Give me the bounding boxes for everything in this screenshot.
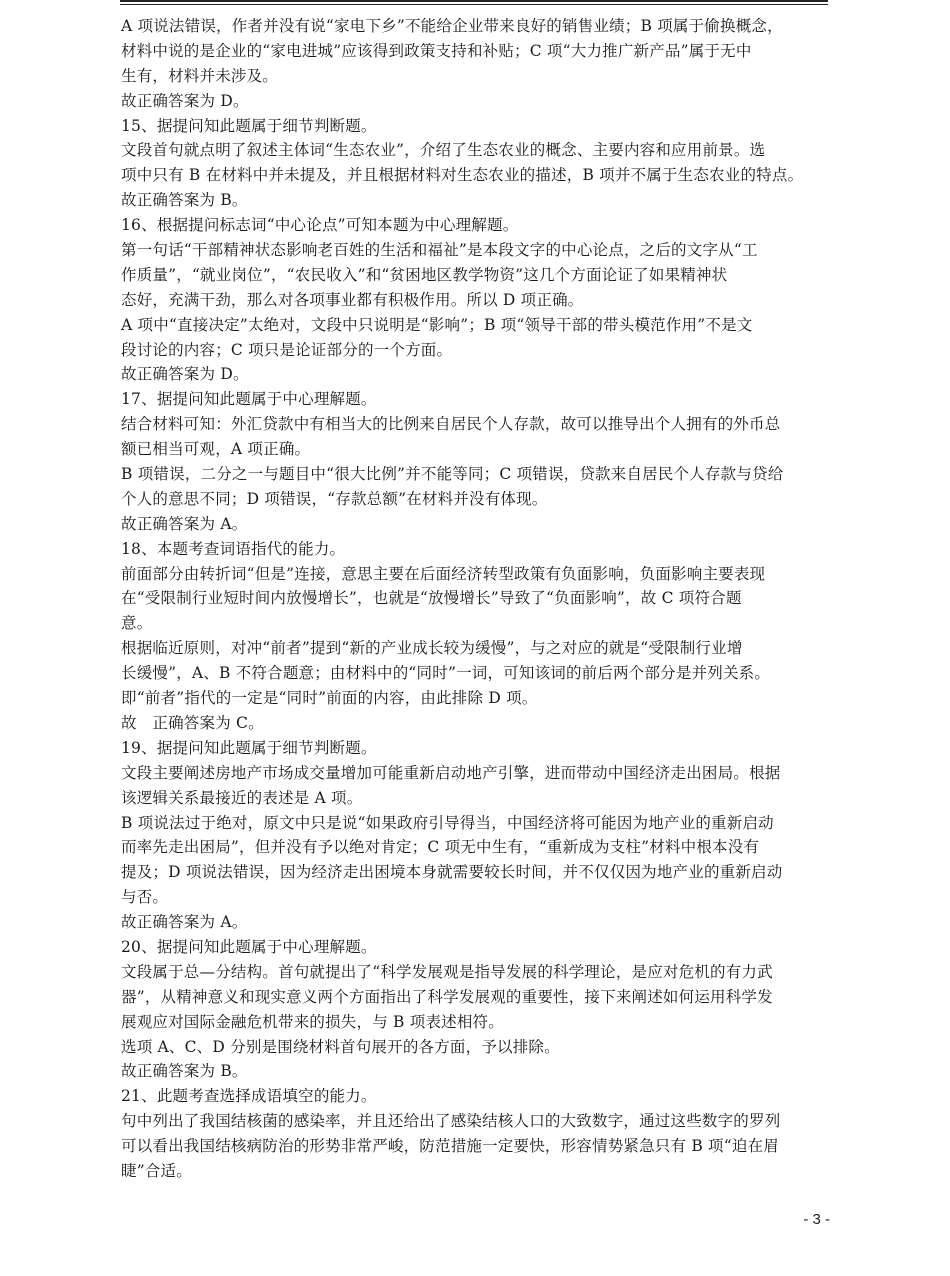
text-line: 段讨论的内容；C 项只是论证部分的一个方面。 [121,340,453,359]
question-heading-16: 16、根据提问标志词“中心论点”可知本题为中心理解题。 [121,216,519,235]
text-line: 选项 A、C、D 分别是围绕材料首句展开的各方面，予以排除。 [121,1037,560,1056]
text-line: 项中只有 B 在材料中并未提及，并且根据材料对生态农业的描述，B 项并不属于生态农业的特点。 [121,166,804,185]
question-heading-21: 21、此题考查选择成语填空的能力。 [121,1087,377,1106]
text-line: B 项错误，二分之一与题目中“很大比例”并不能等同；C 项错误，贷款来自居民个人存款与贷给 [121,465,784,484]
text-line: 展观应对国际金融危机带来的损失，与 B 项表述相符。 [121,1012,504,1031]
document-body [121,14,833,1184]
text-line: 生有，材料并未涉及。 [121,66,279,85]
text-line: 根据临近原则，对冲“前者”提到“新的产业成长较为缓慢”，与之对应的就是“受限制行业增 [121,639,743,658]
text-line: 文段主要阐述房地产市场成交量增加可能重新启动地产引擎，进而带动中国经济走出困局。根据 [121,763,781,782]
answer-line: 故正确答案为 B。 [121,1062,248,1081]
question-heading-19: 19、据提问知此题属于细节判断题。 [121,738,377,757]
header-rule-thin [120,4,828,5]
text-line: 睫”合适。 [121,1161,192,1180]
answer-line: 故正确答案为 B。 [121,191,248,210]
text-line: 第一句话“干部精神状态影响老百姓的生活和福祉”是本段文字的中心论点，之后的文字从“工 [121,241,758,260]
text-line: 器”，从精神意义和现实意义两个方面指出了科学发展观的重要性，接下来阐述如何运用科学发 [121,987,773,1006]
text-line: 态好，充满干劲，那么对各项事业都有积极作用。所以 D 项正确。 [121,290,584,309]
page-number: - 3 - [803,1211,830,1228]
text-line: 作质量”，“就业岗位”，“农民收入”和“贫困地区教学物资”这几个方面论证了如果精神状 [121,265,728,284]
answer-line: 故正确答案为 A。 [121,913,248,932]
answer-line: 故 正确答案为 C。 [121,713,264,732]
answer-line: 故正确答案为 A。 [121,514,248,533]
text-line: 提及；D 项说法错误，因为经济走出困境本身就需要较长时间，并不仅仅因为地产业的重新启动 [121,863,783,882]
text-line: 文段属于总—分结构。首句就提出了“科学发展观是指导发展的科学理论，是应对危机的有力武 [121,962,773,981]
answer-line: 故正确答案为 D。 [121,365,249,384]
text-line: 该逻辑关系最接近的表述是 A 项。 [121,788,363,807]
text-line: 与否。 [121,888,169,907]
text-line: 即“前者”指代的一定是“同时”前面的内容，由此排除 D 项。 [121,689,538,708]
text-line: 额已相当可观，A 项正确。 [121,440,311,459]
answer-line: 故正确答案为 D。 [121,91,249,110]
text-line: 个人的意思不同；D 项错误，“存款总额”在材料并没有体现。 [121,489,548,508]
text-line: 意。 [121,614,153,633]
question-heading-20: 20、据提问知此题属于中心理解题。 [121,937,377,956]
text-line: 在“受限制行业短时间内放慢增长”，也就是“放慢增长”导致了“负面影响”，故 C 项符合题 [121,589,742,608]
text-line: 前面部分由转折词“但是”连接，意思主要在后面经济转型政策有负面影响，负面影响主要表现 [121,564,766,583]
text-line: 而率先走出困局”，但并没有予以绝对肯定；C 项无中生有，“重新成为支柱”材料中根本没有 [121,838,760,857]
question-heading-18: 18、本题考查词语指代的能力。 [121,539,346,558]
text-line: 可以看出我国结核病防治的形势非常严峻，防范措施一定要快，形容情势紧急只有 B 项“迫在眉 [121,1137,779,1156]
text-line: B 项说法过于绝对，原文中只是说“如果政府引导得当，中国经济将可能因为地产业的重新启动 [121,813,774,832]
question-heading-15: 15、据提问知此题属于细节判断题。 [121,116,377,135]
text-line: 长缓慢”，A、B 不符合题意；由材料中的“同时”一词，可知该词的前后两个部分是并列关系。 [121,664,771,683]
text-line: A 项中“直接决定”太绝对，文段中只说明是“影响”；B 项“领导干部的带头模范作用”不是文 [121,315,753,334]
text-line: A 项说法错误，作者并没有说“家电下乡”不能给企业带来良好的销售业绩；B 项属于偷换概念， [121,17,783,35]
question-heading-17: 17、据提问知此题属于中心理解题。 [121,390,377,409]
text-line: 材料中说的是企业的“家电进城”应该得到政策支持和补贴；C 项“大力推广新产品”属于无中 [121,41,752,60]
text-line: 文段首句就点明了叙述主体词“生态农业”，介绍了生态农业的概念、主要内容和应用前景。选 [121,141,766,160]
text-line: 句中列出了我国结核菌的感染率，并且还给出了感染结核人口的大致数字，通过这些数字的罗列 [121,1112,781,1131]
text-line: 结合材料可知：外汇贷款中有相当大的比例来自居民个人存款，故可以推导出个人拥有的外币总 [121,415,781,434]
header-rule [120,0,828,2]
